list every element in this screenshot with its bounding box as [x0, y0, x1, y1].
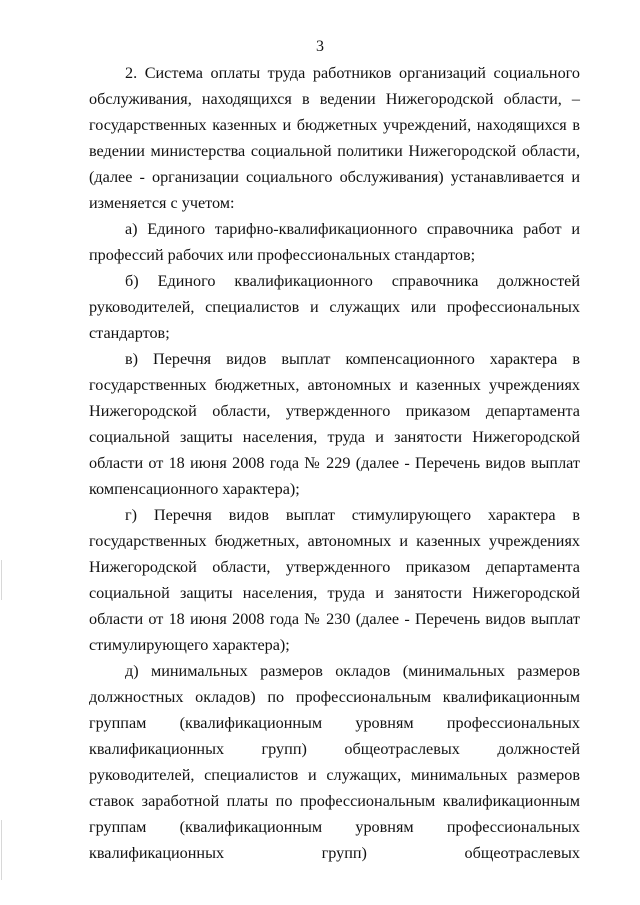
- paragraph-subitem-a: а) Единого тарифно-квалификационного справочника работ и профессий рабочих или профессиональных стандартов;: [89, 220, 580, 264]
- scan-edge-mark: [1, 560, 2, 600]
- document-body: [89, 60, 580, 866]
- paragraph-subitem-b: б) Единого квалификационного справочника должностей руководителей, специалистов и служащих или профессиональных стандартов;: [89, 272, 580, 342]
- page-number: 3: [316, 38, 324, 55]
- paragraph-subitem-d: д) минимальных размеров окладов (минимальных размеров должностных окладов) по профессиональным квалификационным группам (квалификационным уровням профессиональных квалификационных групп) общеотраслевых должностей руководителей, специалистов и служащих, минимальных размеров ставок заработной платы по профессиональным квалификационным группам (квалификационным уровням профессиональных квалификационных групп) общеотраслевых: [89, 662, 580, 862]
- paragraph-subitem-v: в) Перечня видов выплат компенсационного характера в государственных бюджетных, автономных и казенных учреждениях Нижегородской области, утвержденного приказом департамента социальной защиты населения, труда и занятости Нижегородской области от 18 июня 2008 года № 229 (далее - Перечень видов выплат компенсационного характера);: [89, 350, 580, 498]
- paragraph-item-2: 2. Система оплаты труда работников организаций социального обслуживания, находящихся в ведении Нижегородской области, – государственных казенных и бюджетных учреждений, находящихся в ведении министерства социальной политики Нижегородской области, (далее - организации социального обслуживания) устанавливается и изменяется с учетом:: [89, 64, 580, 212]
- paragraph-subitem-g: г) Перечня видов выплат стимулирующего характера в государственных бюджетных, автономных и казенных учреждениях Нижегородской области, утвержденного приказом департамента социальной защиты населения, труда и занятости Нижегородской области от 18 июня 2008 года № 230 (далее - Перечень видов выплат стимулирующего характера);: [89, 506, 580, 654]
- scan-edge-mark: [1, 820, 2, 880]
